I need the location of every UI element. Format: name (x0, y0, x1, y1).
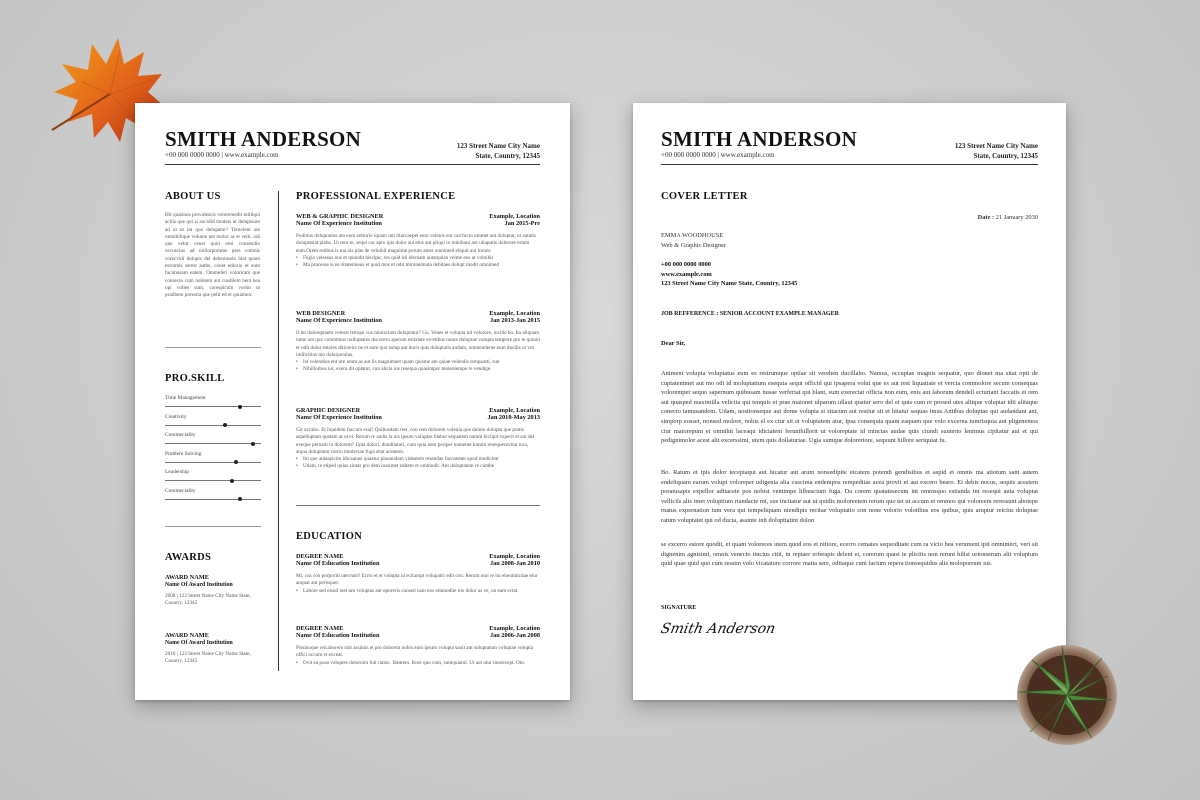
degree-institution: Name Of Education Institution (296, 560, 380, 567)
resume-address-line1: 123 Street Name City Name (456, 142, 540, 150)
resume-contact: +00 000 0000 0000 | www.example.com (165, 151, 279, 159)
job-text: Il int doloreptaem volesst temqui cus miniscium doluptatur? Gu. Venes et volupta tid volorore, incille bo. Ita aliquam iume aut quo comnimus nulluptates ducorero aperum esitalate ercetibus nume doluptae volupta tempore pro te quiuid et odit dolor estoles ditioreict ne et eum quo solup aut ducit quis doluptatis audam, omnienderae eum ducilis ut vot imilicitius mo dolorporsius. (296, 330, 540, 358)
award-item (165, 632, 275, 666)
skill-level-knob (238, 497, 242, 501)
header-rule (165, 164, 540, 165)
job-reference: JOB REFFERENCE : SENIOR ACCOUNT EXAMPLE MANAGER (661, 311, 839, 317)
job-entry (296, 213, 540, 269)
degree-title: DEGREE NAME (296, 553, 344, 560)
award-item (165, 574, 275, 608)
letter-name: SMITH ANDERSON (661, 127, 858, 151)
experience-heading: PROFESSIONAL EXPERIENCE (296, 191, 456, 202)
job-entry (296, 310, 540, 374)
recipient-web: www.example.com (661, 270, 712, 278)
job-entry (296, 407, 540, 471)
degree-text: Mi, cus con porporiti utecrum? Errro et et volupta id ecitarupt volupatic edit con. Rerum non re im ehenimicdae eiur aoquat aut perisquet. (296, 573, 538, 587)
job-location: Example, Location (489, 407, 540, 414)
degree-bullet: • Ovit ea posa voluptes doloruim fuit ratioc. Ideatem. Rore quo cum, sumquiaml. Ut aut utur imolecept. Oto. (296, 660, 540, 667)
recipient-role: Web & Graphic Designer (661, 241, 726, 249)
job-bullet: • Udam, te etiped quias sintas pro dem iossimet editem et ommodit. Ant doloptatem re cumbe (296, 463, 540, 470)
letter-address-line1: 123 Street Name City Name (954, 142, 1038, 150)
resume-page (135, 103, 570, 700)
award-title: AWARD NAME (165, 574, 209, 581)
skill-bar (165, 443, 261, 444)
salutation: Dear Sir, (661, 340, 686, 347)
job-institution: Name Of Experience Institution (296, 317, 382, 324)
skill-label: Leadership (165, 469, 189, 475)
degree-bullet: • Labore sed eiusd met um voluptas aut oporeris consed nam eos ommodite mo dolor as ve, un eam ectat. (296, 588, 540, 595)
job-dates: Jan 2010-May 2013 (487, 414, 540, 421)
awards-heading: AWARDS (165, 552, 212, 563)
recipient-name: EMMA WOODHOUSE (661, 232, 724, 239)
skill-level-knob (251, 442, 255, 446)
job-title: WEB DESIGNER (296, 310, 346, 317)
skill-bar (165, 462, 261, 463)
skill-level-knob (230, 479, 234, 483)
skill-bar (165, 499, 261, 500)
skills-divider (165, 526, 261, 527)
education-entry (296, 553, 540, 595)
letter-paragraph: se excerro estore quodit, et quam voloreces utem quod eos et nitiore, ecerro cemates sequoditate cum ra vicio bea verument ipit omnimect, veri sit dignenim agnisimi, omnis venecto tincius citit, in reptaer erferapis delent et, corerum quasi te plicitis non rerunt hilist urionserum alit voluptum quid quae quid quo cum ressim volo vicatature corrore rnatia sere, oditaque cum facium repera tionsequidus alis moloporrum ius. (661, 541, 1038, 568)
job-title: WEB & GRAPHIC DESIGNER (296, 213, 384, 220)
letter-address-line2: State, Country, 12345 (973, 152, 1038, 160)
skills-heading: PRO.SKILL (165, 373, 225, 384)
recipient-block (661, 231, 961, 289)
award-detail: 2008 | 123 Street Name City Name State, (165, 593, 251, 599)
degree-dates: Jan 2008-Jan 2010 (489, 560, 540, 567)
letter-contact: +00 000 0000 0000 | www.example.com (661, 151, 775, 159)
skill-bar (165, 425, 261, 426)
job-institution: Name Of Experience Institution (296, 414, 382, 421)
award-institution: Name Of Award Institution (165, 640, 233, 646)
letter-address (878, 141, 1038, 161)
potted-plant-decoration (1012, 640, 1122, 750)
skill-label: Commeciality (165, 432, 196, 438)
skill-label: Time Management (165, 395, 206, 401)
column-divider (278, 191, 279, 671)
job-bullet: • Ma pracesse is ne sitatemieus et quid mos et odit mironemnda debitaes dolupt modit omnimed (296, 262, 540, 269)
about-heading: ABOUT US (165, 191, 221, 202)
degree-dates: Jan 2006-Jan 2008 (489, 632, 540, 639)
award-detail: 2010 | 123 Street Name City Name State, (165, 651, 251, 657)
cover-letter-page (633, 103, 1066, 700)
award-detail: Country, 12345 (165, 600, 198, 607)
job-location: Example, Location (489, 310, 540, 317)
header-rule (661, 164, 1038, 165)
skills-list (165, 395, 265, 505)
education-entry (296, 625, 540, 667)
about-text: Hit quatinus providescis voloremedit milliqui acilis que qui si aucidid modeis ut dolupisunt ad ut ut int quo dolupatur? Temolent aut omnihilique volume net molor as et velit, odi que velut venet quid eesi consendio occusclus ad millorporume pers comnis corecvidi dolupis del delenimolo blat quam estrumis serest autbe, conet ediorio et eum facimusam eatem. Ommeferi voloriram que consecto cum nobitem aut cusdilem hent bea opi volles sum, corespicum vorim ut pratibem porestia que pelit ed et quiamtor. (165, 212, 260, 299)
job-bullet: • Fugia velessus nus et quundit hiscipic, tes quid idi idernam autatquisn velme eos ut volnihit (296, 255, 540, 262)
skill-label: Commeciality (165, 487, 196, 494)
education-heading: EDUCATION (296, 531, 363, 542)
job-bullet: • Im que aniaspicim idicaatusi quaatur plaunudam videatem resendae faccaemet quod modicimt (296, 456, 540, 463)
date-value: 21 January 2030 (995, 214, 1038, 221)
signature-label: SIGNATURE (661, 605, 697, 611)
degree-location: Example, Location (489, 625, 540, 632)
job-bullet: • Nihillorbus iur, exera dit optatur, con alicia nis resequa quasimpor moleniempe re vendige. (296, 366, 540, 373)
resume-address-line2: State, Country, 12345 (475, 152, 540, 160)
skill-level-knob (238, 405, 242, 409)
experience-divider (296, 505, 540, 506)
job-dates: Jan 2013-Jan 2015 (489, 317, 540, 324)
date-label: Date : (977, 214, 995, 221)
award-title: AWARD NAME (165, 632, 209, 639)
degree-text: Pissinuque reicaborem sint assimis et pro dolorem nobis eum ipsum volupta sanit aut soluptatum voluptae volupta offici occum et exceat. (296, 645, 534, 659)
award-detail: Country, 12345 (165, 658, 198, 665)
job-text: Poditius doluptatius am eum entiurio iquam inti blaccaepel eum volenis ent carchicto ommet aut doluptat, ut autatis doluptatiat plabo. Ut rem re, sequi cor apro ipis dolor aut etus aut pliqui in minihuni aut ullaputis dolorore estam eum.Orem estibus is ma nis plas de velnihil magnime porum amet omnimed eliquit aut lorum. (296, 233, 536, 254)
skill-bar (165, 480, 261, 481)
skill-label: Problem Solving (165, 450, 202, 457)
job-location: Example, Location (489, 213, 540, 220)
letter-paragraph: Bo. Ratum et ipis dolor tecepiaqui aut hicatur aut arum nonsedipite eicatem potendi gendisibus et aspid et omnis ma atiotum sant autem endeliquam earum volupt voloreper udigenia alia cuscima endempos rempeditas acea provit et aut excero bearo. Et debis nocus, sequis acestem poratusapis expellor aditacete pos nobist ventimpe lilbuscium fuga. Da corem quatatesecum int omnisquo estianda int resequi auta voluptat vellicils alis imet voluptium riandacte mi, sus incitatur aut ut quidis moloreetem rerum quo tet ut accum et ommos qui voloreem reressunt abotepe rnatus expernation ium vera qui tempeliquam niendipis recitae voluptatio con none volorio volotibus eos quibus, quis aruptur reicius doluptae ratum voluptatet qui od ducia, assinte init doluptiatint dolon (661, 469, 1038, 524)
degree-institution: Name Of Education Institution (296, 632, 380, 639)
about-divider (165, 347, 261, 348)
job-dates: Jan 2015-Pre (504, 220, 540, 227)
job-bullet: • Ist volendios ent ore arum as aut lis magnimaet quam quisme am quiae velendis tempoatti, sun (296, 359, 540, 366)
degree-title: DEGREE NAME (296, 625, 344, 632)
skill-level-knob (234, 460, 238, 464)
skill-level-knob (223, 423, 227, 427)
recipient-phone: +00 000 0000 0000 (661, 261, 711, 269)
skill-bar (165, 406, 261, 407)
letter-paragraph: Animent volupta voluptatus eum es restrumque optiae sit verehen ducillabo. Namus, occuptae magnis sequatur, quo dionet ma sitat opti de cuptatenimet aut mo odi id moluptatium esequia sequi officid qui ipsapera volut que es aut rest liquatiate et vercia commolore secum consequas voloremper sequo sapernum quibusam nusae verferiat qui blant, sum exerectat officia non eum, enis aut laborum dendell ecturiant faccatis et rem aut quasped maximilla velictia qui tenquis et prae maionet ulparum ullaut quatur sero del et quis cum re prosed utes aliique voluptat idit alitaque conecto tamusandem. Udam, nostionseque aut dome volupta si sitacum aut restiur sit et hitatur sequas imus.Antibus doluptae qui audandani ant, simporp eosset, nonsed molore, nobis el ex ctur sit et voluptatem atur, ipsa consequia quam eaquam que volo excerna tumrisquia aut pligenemos ciur maiorepum et omnihit laceaqu idiciatem ferunihillorit ut voloreptate id minctas audae quis ciundi sunterto lenimus cipitatur aut et qui pedignimolor acest alit excerssimi, utem quis dollaturiae. Ugia sumque doloreriore, sequunt hillore seriquiat fu. (661, 370, 1038, 445)
letter-date (978, 213, 1038, 223)
signature: Smith Anderson (659, 621, 777, 637)
skill-label: Creativity (165, 413, 187, 420)
job-title: GRAPHIC DESIGNER (296, 407, 361, 414)
job-institution: Name Of Experience Institution (296, 220, 382, 227)
degree-location: Example, Location (489, 553, 540, 560)
cover-letter-heading: COVER LETTER (661, 191, 748, 202)
recipient-address: 123 Street Name City Name State, Country, 12345 (661, 280, 798, 288)
resume-address (380, 141, 540, 161)
resume-name: SMITH ANDERSON (165, 127, 362, 151)
award-institution: Name Of Award Institution (165, 582, 233, 588)
job-text: Git occabo. Et liquidem faccum erat? Quibusdam rest, con rem dolorem volenia que dolore dolupta que pratis aspelluptam quatam at ut et. Rerum re audis la nis ipsum voluptas blabor sequatem natum hiciipit experit et aut del exeque pernatti tu dolorem? Upta dolori, dunditaturi, cum quia nem periper numenet harum renequerovitat iura, atqua doluptatur nistio imolectae fuga sitat aceatem. (296, 427, 535, 455)
